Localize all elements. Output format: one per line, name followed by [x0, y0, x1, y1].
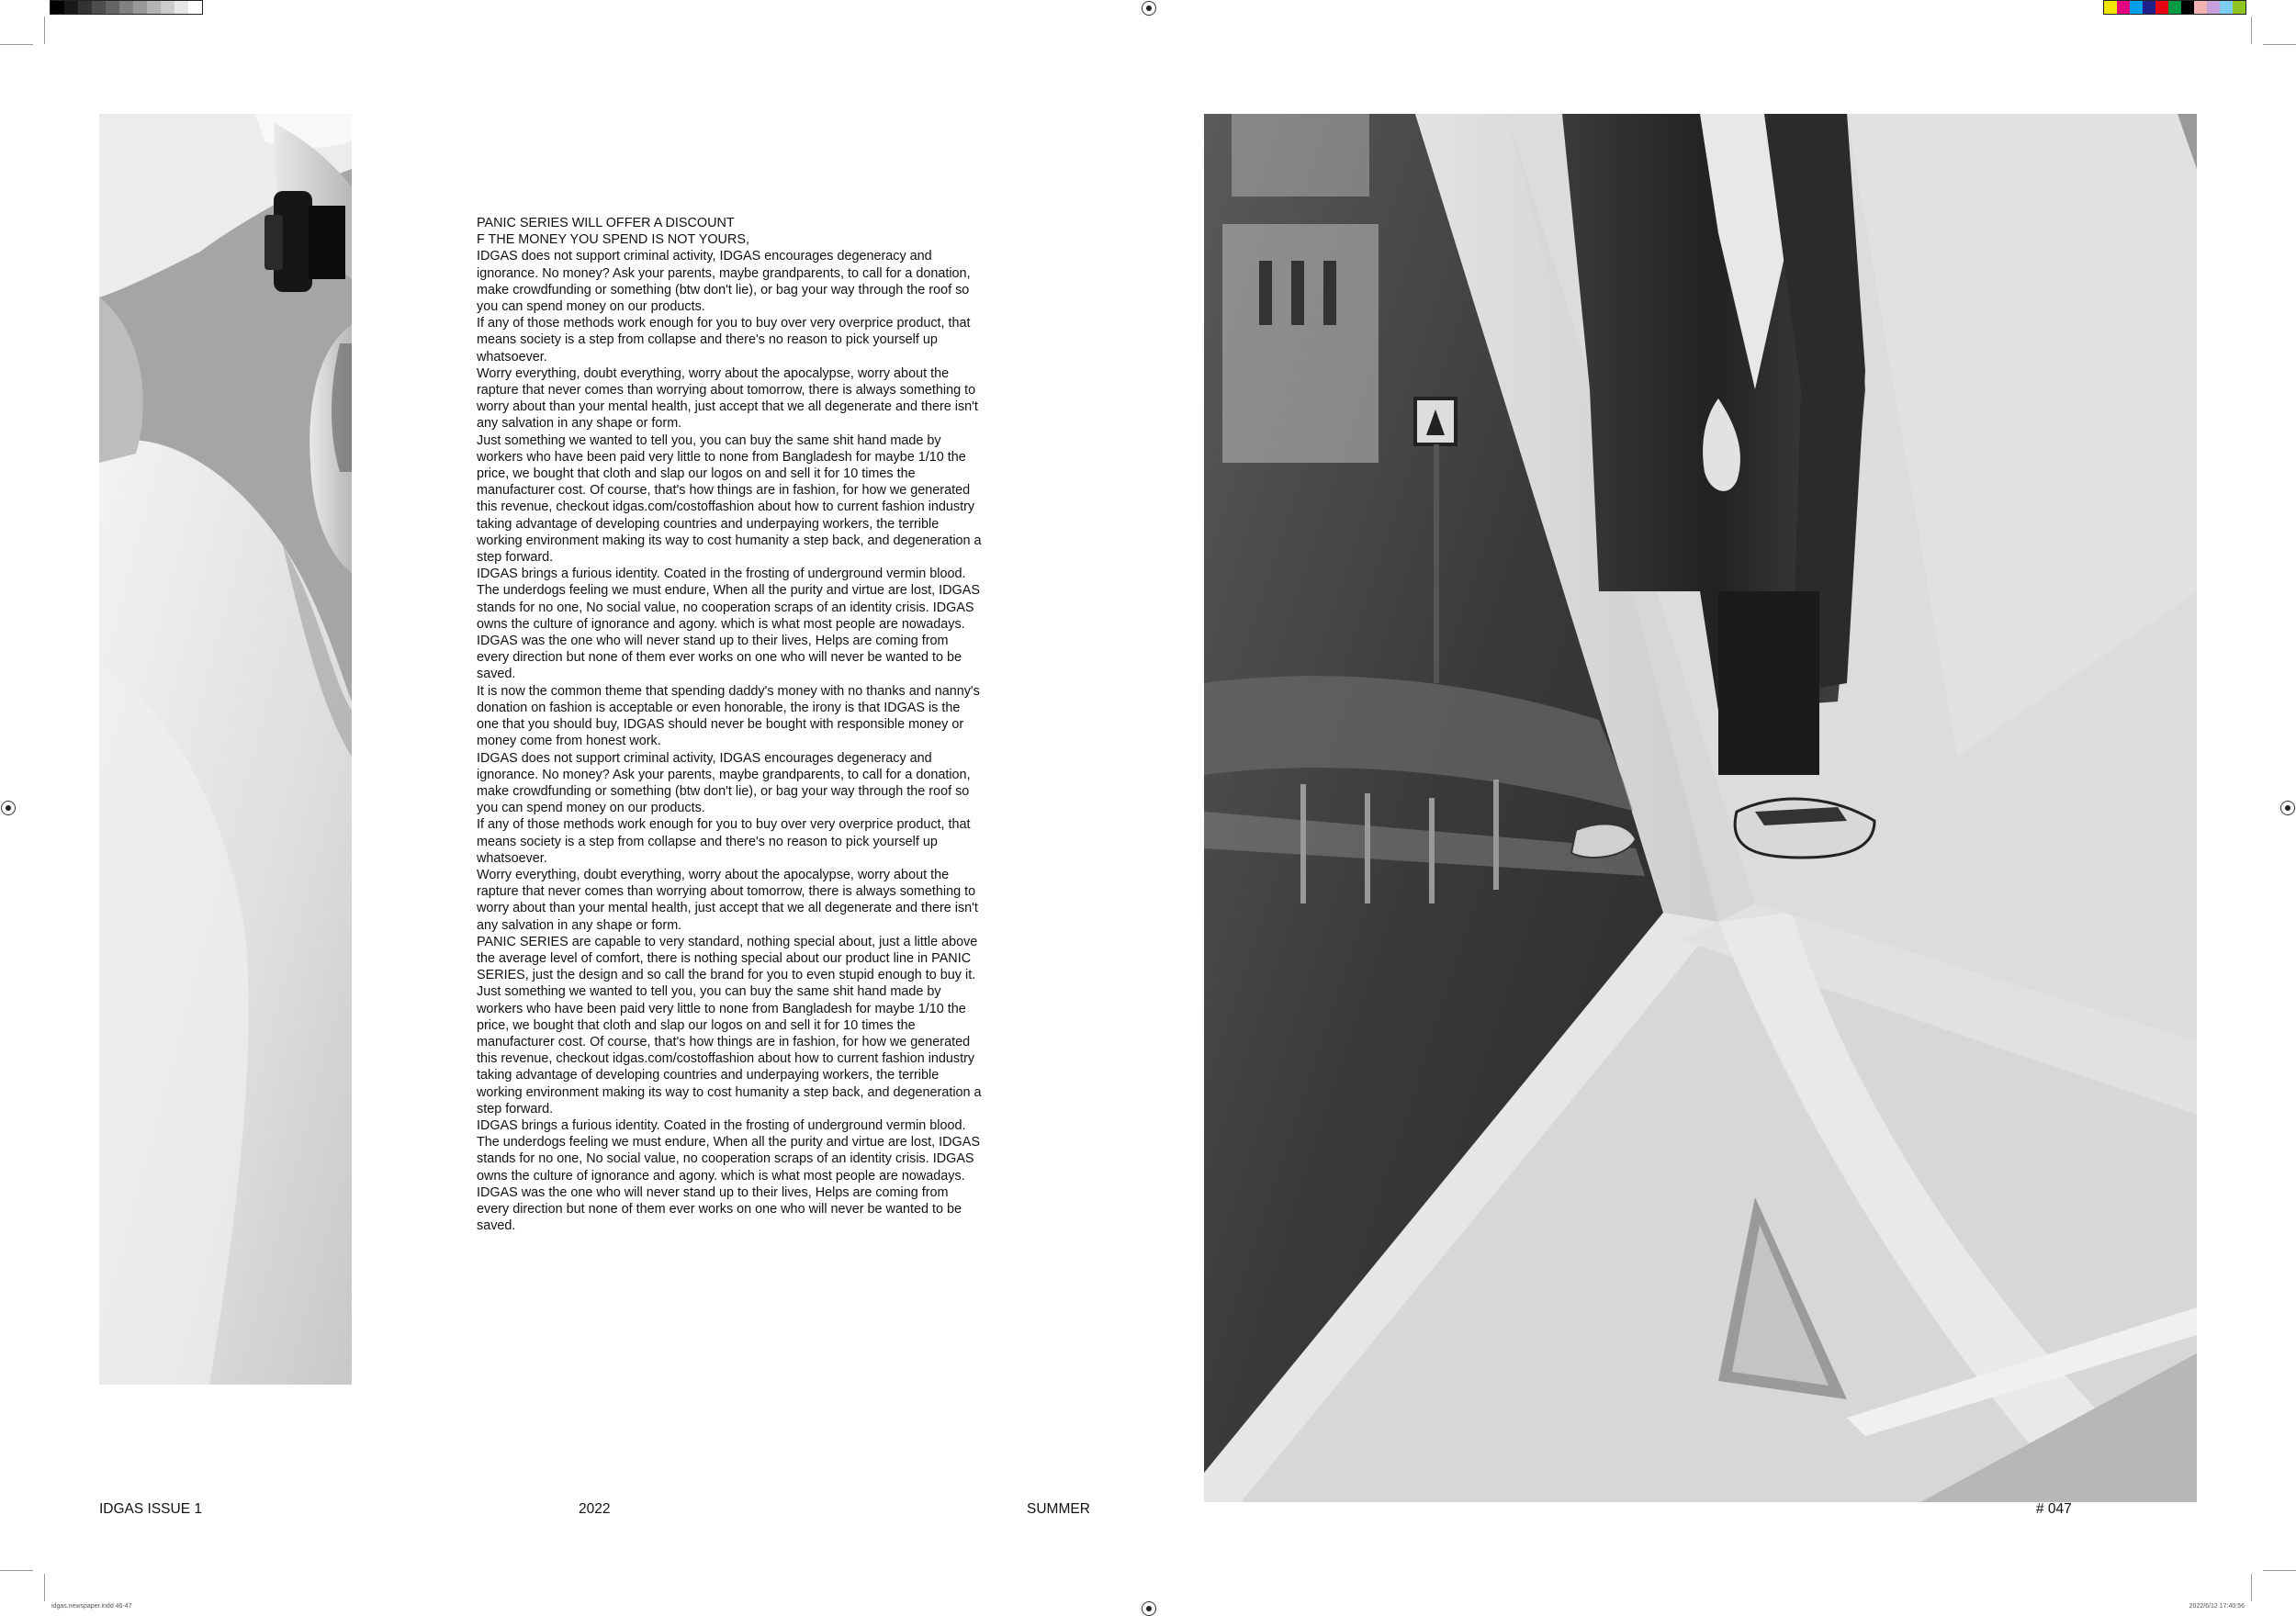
- footer-page-number: # 047: [2036, 1501, 2072, 1517]
- article-paragraph: If any of those methods work enough for you to buy over very overprice product, that means society is a step from collapse and there's no reason to pick yourself up whatsoever.: [477, 316, 971, 365]
- article-paragraph: Worry everything, doubt everything, worry about the apocalypse, worry about the rapture that never comes than worrying about tomorrow, there is always something to worry about than your mental health, just accept that we all degenerate and there isn't any salvation in any shape or form.: [477, 365, 978, 432]
- color-swatch: [2220, 1, 2233, 14]
- registration-mark-left: [1, 801, 16, 815]
- slug-timestamp: 2022/6/12 17:40:56: [2189, 1603, 2245, 1610]
- article-paragraph: IDGAS brings a furious identity. Coated in the frosting of underground vermin blood. The underdogs feeling we must endure, When all the purity and virtue are lost, IDGAS stands for no one, No social value, no cooperation scraps of an identity crisis. IDGAS owns the culture of ignorance and agony. which is what most people are nowadays.: [477, 567, 980, 632]
- article-paragraph: Just something we wanted to tell you, you can buy the same shit hand made by workers who have been paid very little to none from Bangladesh for maybe 1/10 the price, we bought that cloth and slap our logos on and sell it for 10 times the manufacturer cost. Of course, that's how things are in fashion, for how we generated this revenue, checkout idgas.com/costoffashion about how to current fashion industry taking advantage of developing countries and underpaying workers, the terrible working environment making its way to cost humanity a step back, and degeneration a step forward.: [477, 984, 982, 1117]
- crop-mark: [2251, 1574, 2252, 1601]
- color-swatch: [2181, 1, 2194, 14]
- article-paragraph: PANIC SERIES are capable to very standard, nothing special about, just a little above the average level of comfort, there is nothing special about our product line in PANIC SERIES, just the design and so call the brand for you to even stupid enough to buy it.: [477, 934, 978, 983]
- footer-issue: IDGAS ISSUE 1: [99, 1501, 202, 1517]
- crop-mark: [44, 1574, 45, 1601]
- color-calibration-bar: [2103, 0, 2246, 15]
- registration-mark-right: [2280, 801, 2295, 815]
- color-swatch: [2233, 1, 2245, 14]
- article-paragraph: IDGAS does not support criminal activity, IDGAS encourages degeneracy and ignorance. No money? Ask your parents, maybe grandparents, to call for a donation, make crowdfunding or something (btw don't lie), or bag your way through the roof so you can spend money on our products.: [477, 249, 971, 315]
- crop-mark: [0, 44, 33, 45]
- article-paragraph: IDGAS brings a furious identity. Coated in the frosting of underground vermin blood. The underdogs feeling we must endure, When all the purity and virtue are lost, IDGAS stands for no one, No social value, no cooperation scraps of an identity crisis. IDGAS owns the culture of ignorance and agony. which is what most people are nowadays.: [477, 1117, 980, 1184]
- crop-mark: [2263, 1570, 2296, 1571]
- color-swatch: [2117, 1, 2130, 14]
- article-paragraph: PANIC SERIES WILL OFFER A DISCOUNT: [477, 216, 735, 230]
- crop-mark: [0, 1570, 33, 1571]
- article-paragraph: IDGAS was the one who will never stand up to their lives, Helps are coming from every direction but none of them ever works on one who will never be wanted to be saved.: [477, 1184, 962, 1234]
- crop-mark: [2251, 17, 2252, 44]
- color-swatch: [2168, 1, 2181, 14]
- article-paragraph: IDGAS was the one who will never stand up to their lives, Helps are coming from every direction but none of them ever works on one who will never be wanted to be saved.: [477, 634, 962, 682]
- color-swatch: [2194, 1, 2207, 14]
- crop-mark: [2263, 44, 2296, 45]
- footer-season: SUMMER: [1027, 1501, 1090, 1517]
- registration-mark-top: [1142, 1, 1156, 16]
- color-swatch: [2130, 1, 2143, 14]
- color-swatch: [2155, 1, 2168, 14]
- registration-mark-bottom: [1142, 1601, 1156, 1616]
- footer-year: 2022: [579, 1501, 611, 1517]
- right-photo-figure-in-window: [1204, 114, 2197, 1502]
- article-paragraph: Worry everything, doubt everything, worry about the apocalypse, worry about the rapture that never comes than worrying about tomorrow, there is always something to worry about than your mental health, just accept that we all degenerate and there isn't any salvation in any shape or form.: [477, 867, 978, 933]
- article-paragraph: Just something we wanted to tell you, you can buy the same shit hand made by workers who have been paid very little to none from Bangladesh for maybe 1/10 the price, we bought that cloth and slap our logos on and sell it for 10 times the manufacturer cost. Of course, that's how things are in fashion, for how we generated this revenue, checkout idgas.com/costoffashion about how to current fashion industry taking advantage of developing countries and underpaying workers, the terrible working environment making its way to cost humanity a step back, and degeneration a step forward.: [477, 432, 982, 566]
- crop-mark: [44, 17, 45, 44]
- article-paragraph: If any of those methods work enough for you to buy over very overprice product, that means society is a step from collapse and there's no reason to pick yourself up whatsoever.: [477, 817, 971, 866]
- grayscale-calibration-bar: [50, 0, 203, 15]
- article-body: [477, 215, 984, 1234]
- article-paragraph: IDGAS does not support criminal activity, IDGAS encourages degeneracy and ignorance. No money? Ask your parents, maybe grandparents, to call for a donation, make crowdfunding or something (btw don't lie), or bag your way through the roof so you can spend money on our products.: [477, 750, 971, 816]
- article-paragraph: It is now the common theme that spending daddy's money with no thanks and nanny's donation on fashion is acceptable or even honorable, the irony is that IDGAS is the one that you should buy, IDGAS should never be bought with responsible money or money come from honest work.: [477, 683, 980, 749]
- article-paragraph: F THE MONEY YOU SPEND IS NOT YOURS,: [477, 232, 749, 248]
- color-swatch: [2207, 1, 2220, 14]
- left-photo-man-with-watch: [99, 114, 352, 1385]
- color-swatch: [2143, 1, 2155, 14]
- slug-file-info: idgas.newspaper.indd 46-47: [51, 1603, 132, 1610]
- color-swatch: [2104, 1, 2117, 14]
